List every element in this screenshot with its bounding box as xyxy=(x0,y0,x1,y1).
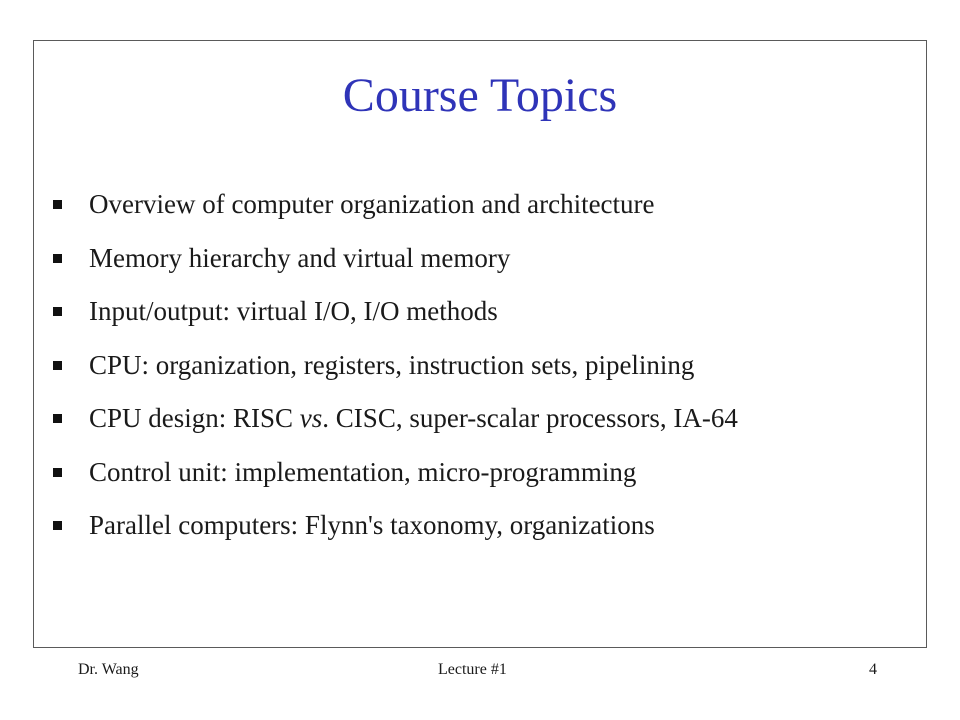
footer-page-number: 4 xyxy=(869,661,877,678)
topic-text: Parallel computers: Flynn's taxonomy, organizations xyxy=(89,510,655,541)
topic-text: CPU: organization, registers, instruction sets, pipelining xyxy=(89,349,695,380)
topic-text: CPU design: RISC vs. CISC, super-scalar processors, IA-64 xyxy=(89,403,738,434)
square-bullet-icon xyxy=(53,468,62,477)
square-bullet-icon xyxy=(53,414,62,423)
topic-item xyxy=(50,392,738,446)
topic-text: Memory hierarchy and virtual memory xyxy=(89,242,511,273)
topic-item xyxy=(50,446,738,500)
topic-list xyxy=(50,178,738,553)
square-bullet-icon xyxy=(53,307,62,316)
square-bullet-icon xyxy=(53,200,62,209)
topic-item xyxy=(50,499,738,553)
topic-text: Input/output: virtual I/O, I/O methods xyxy=(89,296,498,327)
square-bullet-icon xyxy=(53,521,62,530)
topic-item xyxy=(50,339,738,393)
square-bullet-icon xyxy=(53,254,62,263)
slide-title: Course Topics xyxy=(342,69,618,122)
topic-text: Overview of computer organization and architecture xyxy=(89,189,655,220)
footer-lecture: Lecture #1 xyxy=(438,661,507,678)
topic-item xyxy=(50,178,738,232)
topic-item xyxy=(50,285,738,339)
topic-item xyxy=(50,232,738,286)
topic-text: Control unit: implementation, micro-programming xyxy=(89,456,637,487)
footer-author: Dr. Wang xyxy=(78,661,139,678)
square-bullet-icon xyxy=(53,361,62,370)
